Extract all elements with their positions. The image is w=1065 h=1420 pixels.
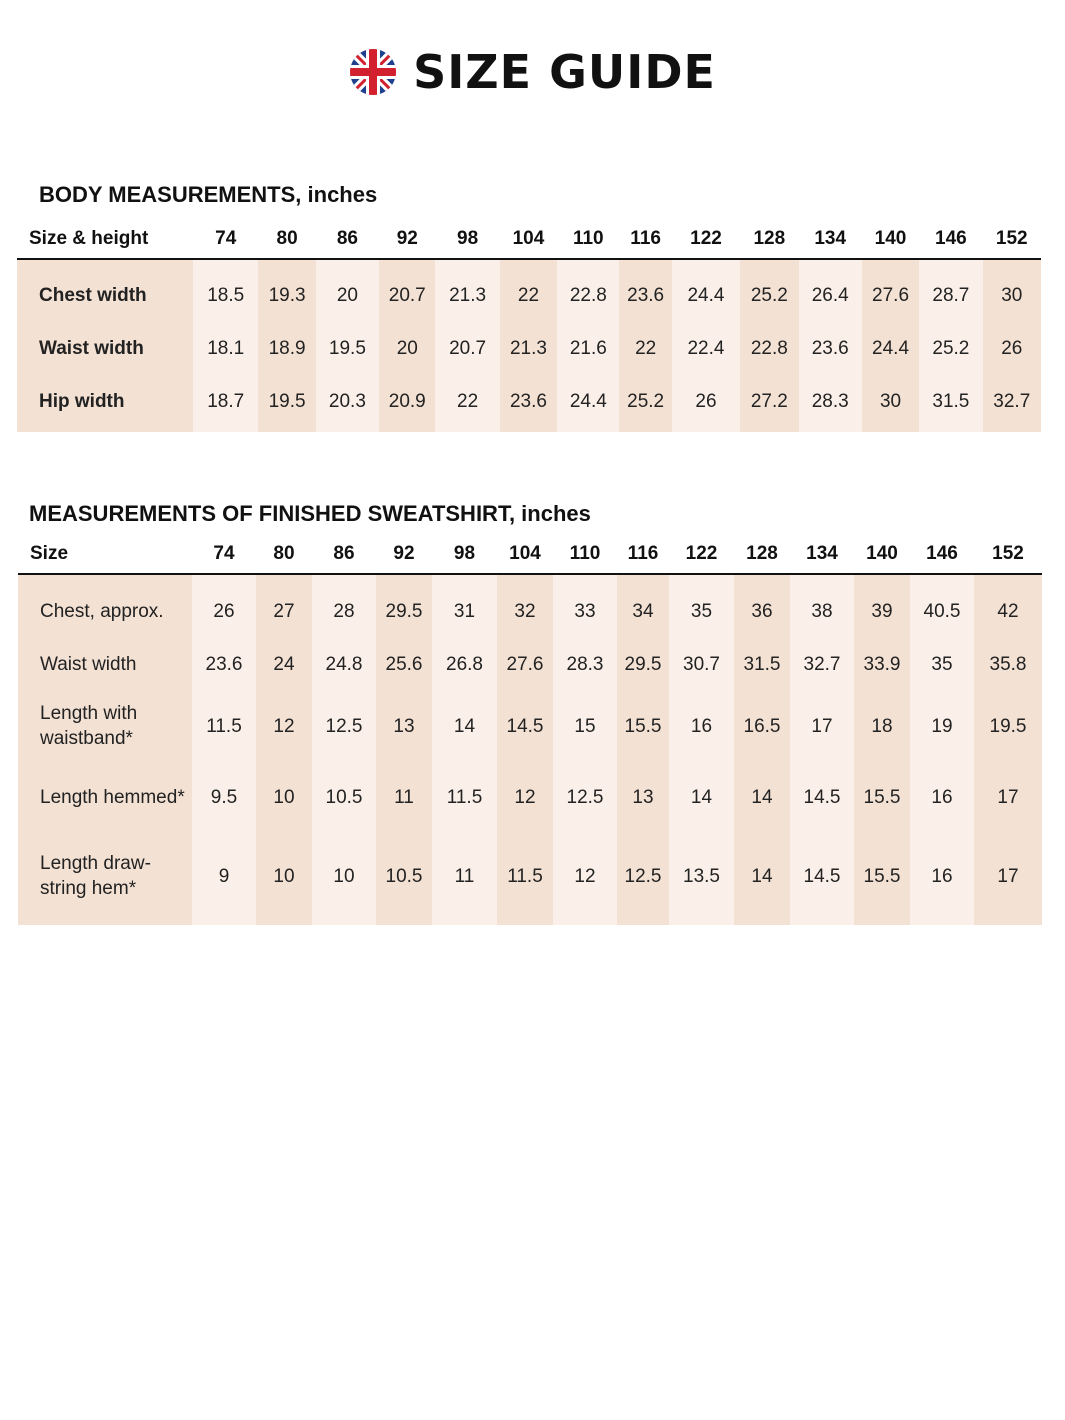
size-header-98: 98 bbox=[453, 543, 476, 564]
table-cell: 21.6 bbox=[557, 318, 619, 380]
size-header-128: 128 bbox=[753, 228, 786, 249]
table-header-row bbox=[18, 535, 1042, 574]
size-header-104: 104 bbox=[512, 228, 545, 249]
table-cell: 19.3 bbox=[258, 274, 315, 318]
table-cell: 15.5 bbox=[617, 695, 669, 759]
size-header-80: 80 bbox=[276, 228, 298, 249]
table-header-row bbox=[17, 220, 1041, 259]
table-cell: 16 bbox=[910, 759, 974, 837]
table-cell: 14.5 bbox=[497, 695, 553, 759]
size-header-152: 152 bbox=[992, 543, 1024, 564]
table-cell: 17 bbox=[790, 695, 854, 759]
uk-flag-icon bbox=[349, 48, 397, 96]
table-cell: 17 bbox=[974, 759, 1042, 837]
table-cell: 11.5 bbox=[432, 759, 497, 837]
size-header-146: 146 bbox=[935, 228, 967, 249]
table-cell: 22.8 bbox=[740, 318, 798, 380]
table-cell: 13 bbox=[376, 695, 432, 759]
size-header-146: 146 bbox=[926, 543, 958, 564]
table-cell: 42 bbox=[974, 589, 1042, 635]
table-cell: 14 bbox=[734, 759, 790, 837]
table-cell: 15.5 bbox=[854, 837, 910, 917]
table-cell: 34 bbox=[617, 589, 669, 635]
table-cell: 24 bbox=[256, 635, 312, 695]
table-cell: 26 bbox=[192, 589, 256, 635]
table-cell: 11 bbox=[432, 837, 497, 917]
table-cell: 30 bbox=[983, 274, 1041, 318]
table-cell: 16 bbox=[910, 837, 974, 917]
table-cell: 16.5 bbox=[734, 695, 790, 759]
table-cell: 12.5 bbox=[617, 837, 669, 917]
size-header-74: 74 bbox=[215, 228, 237, 249]
table-cell: 23.6 bbox=[192, 635, 256, 695]
size-header-86: 86 bbox=[336, 228, 358, 249]
spacer-row bbox=[18, 574, 1042, 589]
size-header-110: 110 bbox=[572, 228, 604, 249]
table-row bbox=[18, 759, 1042, 837]
table-cell: 36 bbox=[734, 589, 790, 635]
table-cell: 10.5 bbox=[312, 759, 376, 837]
table-cell: 19.5 bbox=[316, 318, 379, 380]
size-header-80: 80 bbox=[273, 543, 295, 564]
table-cell: 12 bbox=[497, 759, 553, 837]
row-label: Length with waistband* bbox=[18, 695, 192, 759]
size-header-152: 152 bbox=[995, 228, 1028, 249]
page-header bbox=[0, 40, 1065, 104]
row-label: Hip width bbox=[17, 380, 193, 424]
table-cell: 27.6 bbox=[862, 274, 919, 318]
table-cell: 15 bbox=[553, 695, 617, 759]
table-cell: 20.3 bbox=[316, 380, 379, 424]
row-label: Waist width bbox=[17, 318, 193, 380]
table-cell: 11.5 bbox=[192, 695, 256, 759]
size-header-122: 122 bbox=[690, 228, 722, 249]
table-cell: 22 bbox=[435, 380, 499, 424]
table-cell: 38 bbox=[790, 589, 854, 635]
table-cell: 10 bbox=[256, 837, 312, 917]
body-measurements-table bbox=[17, 220, 1041, 432]
table-cell: 12.5 bbox=[312, 695, 376, 759]
table-cell: 23.6 bbox=[799, 318, 862, 380]
table-cell: 18.1 bbox=[193, 318, 258, 380]
table-cell: 25.6 bbox=[376, 635, 432, 695]
table-cell: 22 bbox=[500, 274, 557, 318]
table-cell: 31 bbox=[432, 589, 497, 635]
table-cell: 28.3 bbox=[553, 635, 617, 695]
size-header-92: 92 bbox=[396, 228, 418, 249]
table-row bbox=[17, 274, 1041, 318]
spacer-row bbox=[18, 917, 1042, 925]
table-cell: 11.5 bbox=[497, 837, 553, 917]
table-cell: 19.5 bbox=[258, 380, 315, 424]
table-cell: 18.5 bbox=[193, 274, 258, 318]
size-header-128: 128 bbox=[746, 543, 778, 564]
size-header-134: 134 bbox=[814, 228, 847, 249]
table-cell: 27.2 bbox=[740, 380, 798, 424]
table-cell: 12 bbox=[256, 695, 312, 759]
finished-measurements-table bbox=[18, 535, 1042, 925]
size-header-110: 110 bbox=[569, 543, 601, 564]
table-cell: 40.5 bbox=[910, 589, 974, 635]
row-header-label: Size bbox=[30, 543, 69, 564]
table-cell: 11 bbox=[376, 759, 432, 837]
table-cell: 20.7 bbox=[435, 318, 499, 380]
finished-measurements-title: MEASUREMENTS OF FINISHED SWEATSHIRT, inches bbox=[29, 501, 591, 526]
table-cell: 10 bbox=[256, 759, 312, 837]
table-cell: 13.5 bbox=[669, 837, 734, 917]
table-row bbox=[18, 635, 1042, 695]
table-cell: 32.7 bbox=[983, 380, 1041, 424]
table-cell: 30.7 bbox=[669, 635, 734, 695]
table-cell: 26.8 bbox=[432, 635, 497, 695]
table-cell: 31.5 bbox=[734, 635, 790, 695]
table-cell: 13 bbox=[617, 759, 669, 837]
table-cell: 29.5 bbox=[617, 635, 669, 695]
table-row bbox=[18, 695, 1042, 759]
table-row bbox=[17, 380, 1041, 424]
table-cell: 19 bbox=[910, 695, 974, 759]
table-cell: 24.4 bbox=[672, 274, 740, 318]
table-cell: 20.7 bbox=[379, 274, 435, 318]
table-cell: 14.5 bbox=[790, 837, 854, 917]
table-cell: 17 bbox=[974, 837, 1042, 917]
size-header-122: 122 bbox=[685, 543, 718, 564]
table-cell: 9 bbox=[192, 837, 256, 917]
table-cell: 23.6 bbox=[619, 274, 671, 318]
table-cell: 21.3 bbox=[435, 274, 499, 318]
row-label: Waist width bbox=[18, 635, 192, 695]
size-header-140: 140 bbox=[866, 543, 898, 564]
table-cell: 9.5 bbox=[192, 759, 256, 837]
table-cell: 25.2 bbox=[619, 380, 671, 424]
size-header-86: 86 bbox=[333, 543, 355, 564]
spacer-row bbox=[17, 259, 1041, 274]
size-header-104: 104 bbox=[509, 543, 541, 564]
table-row bbox=[18, 589, 1042, 635]
table-cell: 24.4 bbox=[862, 318, 919, 380]
table-cell: 12 bbox=[553, 837, 617, 917]
table-cell: 28 bbox=[312, 589, 376, 635]
spacer-row bbox=[17, 424, 1041, 432]
body-measurements-title: BODY MEASUREMENTS, inches bbox=[39, 182, 378, 207]
size-header-116: 116 bbox=[627, 543, 659, 564]
table-cell: 12.5 bbox=[553, 759, 617, 837]
table-cell: 18.7 bbox=[193, 380, 258, 424]
size-header-116: 116 bbox=[630, 228, 661, 249]
table-cell: 32.7 bbox=[790, 635, 854, 695]
table-cell: 19.5 bbox=[974, 695, 1042, 759]
table-cell: 20 bbox=[379, 318, 435, 380]
table-cell: 28.3 bbox=[799, 380, 862, 424]
table-row bbox=[18, 837, 1042, 917]
table-cell: 35 bbox=[910, 635, 974, 695]
table-cell: 22 bbox=[619, 318, 671, 380]
table-cell: 18 bbox=[854, 695, 910, 759]
table-cell: 26.4 bbox=[799, 274, 862, 318]
table-cell: 33.9 bbox=[854, 635, 910, 695]
table-cell: 32 bbox=[497, 589, 553, 635]
size-header-74: 74 bbox=[213, 543, 235, 564]
size-header-134: 134 bbox=[806, 543, 838, 564]
table-cell: 28.7 bbox=[919, 274, 982, 318]
table-cell: 20 bbox=[316, 274, 379, 318]
table-cell: 14.5 bbox=[790, 759, 854, 837]
row-label: Chest, approx. bbox=[18, 589, 192, 635]
table-cell: 15.5 bbox=[854, 759, 910, 837]
row-label: Chest width bbox=[17, 274, 193, 318]
size-header-92: 92 bbox=[393, 543, 415, 564]
row-label: Length hemmed* bbox=[18, 759, 192, 837]
table-cell: 26 bbox=[672, 380, 740, 424]
table-cell: 10.5 bbox=[376, 837, 432, 917]
size-header-140: 140 bbox=[874, 228, 907, 249]
table-cell: 33 bbox=[553, 589, 617, 635]
row-label: Length draw-string hem* bbox=[18, 837, 192, 917]
table-cell: 22.8 bbox=[557, 274, 619, 318]
table-cell: 35 bbox=[669, 589, 734, 635]
table-cell: 26 bbox=[983, 318, 1041, 380]
page-title: SIZE GUIDE bbox=[413, 45, 716, 99]
table-cell: 14 bbox=[432, 695, 497, 759]
table-cell: 16 bbox=[669, 695, 734, 759]
table-cell: 14 bbox=[669, 759, 734, 837]
table-cell: 22.4 bbox=[672, 318, 740, 380]
table-cell: 31.5 bbox=[919, 380, 982, 424]
table-cell: 24.8 bbox=[312, 635, 376, 695]
table-cell: 39 bbox=[854, 589, 910, 635]
size-header-98: 98 bbox=[457, 228, 479, 249]
table-cell: 21.3 bbox=[500, 318, 557, 380]
table-cell: 24.4 bbox=[557, 380, 619, 424]
table-cell: 20.9 bbox=[379, 380, 435, 424]
table-row bbox=[17, 318, 1041, 380]
table-cell: 23.6 bbox=[500, 380, 557, 424]
table-cell: 27 bbox=[256, 589, 312, 635]
row-header-label: Size & height bbox=[29, 228, 149, 249]
table-cell: 10 bbox=[312, 837, 376, 917]
table-cell: 25.2 bbox=[919, 318, 982, 380]
table-cell: 18.9 bbox=[258, 318, 315, 380]
table-cell: 25.2 bbox=[740, 274, 798, 318]
table-cell: 30 bbox=[862, 380, 919, 424]
table-cell: 14 bbox=[734, 837, 790, 917]
table-cell: 35.8 bbox=[974, 635, 1042, 695]
table-cell: 27.6 bbox=[497, 635, 553, 695]
table-cell: 29.5 bbox=[376, 589, 432, 635]
